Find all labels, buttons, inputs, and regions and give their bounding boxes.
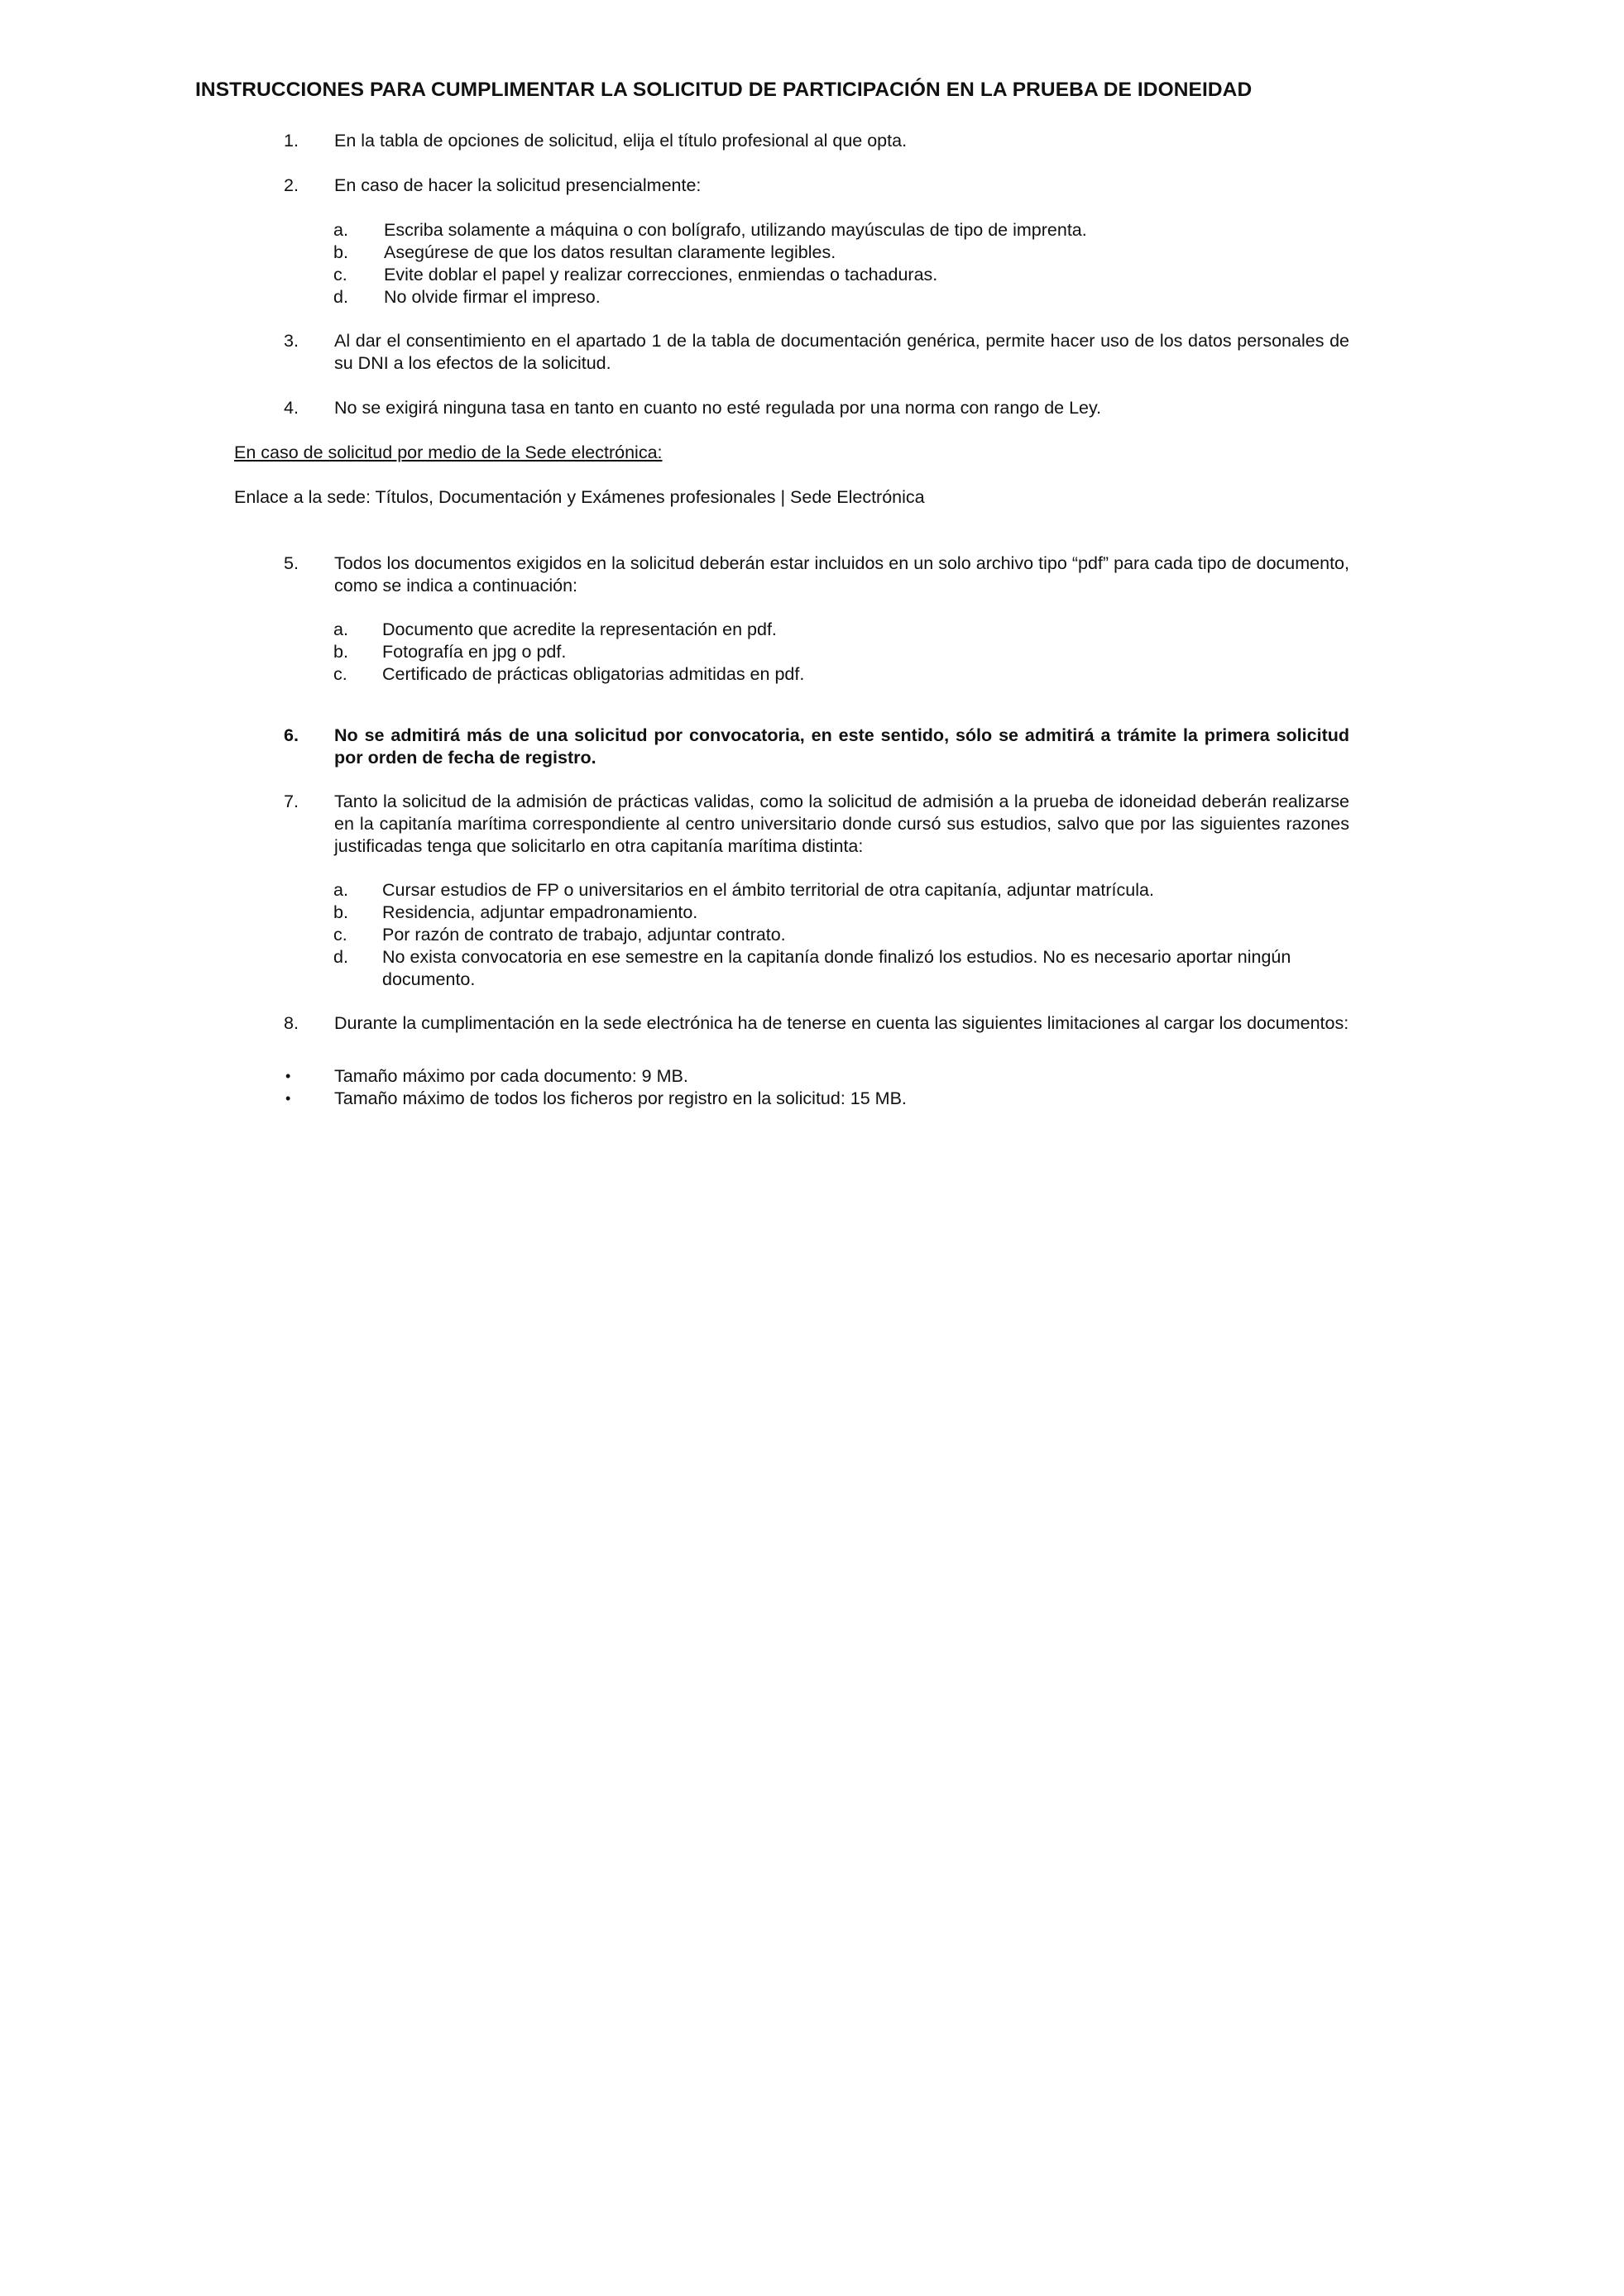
- sub-text: Fotografía en jpg o pdf.: [382, 642, 567, 662]
- sub-text: Asegúrese de que los datos resultan claramente legibles.: [384, 242, 836, 262]
- sede-link-text: Enlace a la sede: Títulos, Documentación y Exámenes profesionales | Sede Electrónica: [234, 487, 925, 507]
- list-item-7: [284, 791, 1349, 858]
- list-item-6: [284, 725, 1349, 769]
- sublist-row: [333, 242, 1349, 264]
- item-text: En la tabla de opciones de solicitud, elija el título profesional al que opta.: [334, 131, 908, 151]
- sublist-item-7: [333, 879, 1349, 991]
- limits-bullet-list: [284, 1065, 1349, 1110]
- item-number: 3.: [284, 331, 299, 351]
- item-number: 7.: [284, 792, 299, 811]
- sub-letter: c.: [333, 925, 347, 945]
- bullet-item: [284, 1088, 1349, 1110]
- sublist-row: [333, 663, 1349, 686]
- sub-text: Por razón de contrato de trabajo, adjuntar contrato.: [382, 925, 786, 945]
- list-item-4: [284, 397, 1349, 419]
- sub-text: Certificado de prácticas obligatorias admitidas en pdf.: [382, 664, 805, 684]
- item-text: Tanto la solicitud de la admisión de prácticas validas, como la solicitud de admisión a la prueba de idoneidad deberán realizarse en la capitanía marítima correspondiente al centro universitario donde cursó sus estudios, salvo que por las siguientes razones justificadas tenga que solicitarlo en otra capitanía marítima distinta:: [334, 792, 1349, 856]
- list-item-8: [284, 1012, 1349, 1035]
- list-item-2: [284, 175, 1349, 197]
- item-number: 5.: [284, 553, 299, 573]
- sublist-row: [333, 286, 1349, 309]
- sublist-row: [333, 641, 1349, 663]
- page-title: INSTRUCCIONES PARA CUMPLIMENTAR LA SOLICITUD DE PARTICIPACIÓN EN LA PRUEBA DE IDONEIDAD: [195, 79, 1253, 101]
- sub-text: Evite doblar el papel y realizar correcciones, enmiendas o tachaduras.: [384, 265, 938, 285]
- bullet-item: [284, 1065, 1349, 1088]
- list-item-1: [284, 130, 1349, 152]
- sublist-row: [333, 902, 1349, 924]
- bullet-icon: •: [285, 1090, 291, 1107]
- item-number: 1.: [284, 131, 299, 151]
- item-text: Todos los documentos exigidos en la solicitud deberán estar incluidos en un solo archivo tipo “pdf” para cada tipo de documento, como se indica a continuación:: [334, 553, 1349, 596]
- sublist-row: [333, 619, 1349, 641]
- sub-text: Documento que acredite la representación en pdf.: [382, 619, 777, 639]
- sublist-item-2: [333, 219, 1349, 309]
- item-text: Durante la cumplimentación en la sede electrónica ha de tenerse en cuenta las siguientes limitaciones al cargar los documentos:: [334, 1013, 1349, 1033]
- list-item-3: [284, 330, 1349, 375]
- item-number: 6.: [284, 725, 299, 745]
- item-number: 2.: [284, 175, 299, 195]
- sub-letter: a.: [333, 220, 348, 240]
- list-item-5: [284, 552, 1349, 597]
- sublist-row: [333, 879, 1349, 902]
- sublist-row: [333, 264, 1349, 286]
- sub-letter: c.: [333, 664, 347, 684]
- sublist-item-5: [333, 619, 1349, 686]
- sublist-row: [333, 219, 1349, 242]
- sub-letter: b.: [333, 902, 348, 922]
- sub-letter: a.: [333, 619, 348, 639]
- bullet-icon: •: [285, 1068, 291, 1084]
- item-text: Al dar el consentimiento en el apartado 1 de la tabla de documentación genérica, permite hacer uso de los datos personales de su DNI a los efectos de la solicitud.: [334, 331, 1349, 373]
- item-text: En caso de hacer la solicitud presencialmente:: [334, 175, 702, 195]
- sublist-row: [333, 924, 1349, 946]
- sub-letter: b.: [333, 642, 348, 662]
- sub-text: No olvide firmar el impreso.: [384, 287, 601, 307]
- sub-text: Residencia, adjuntar empadronamiento.: [382, 902, 698, 922]
- sub-letter: d.: [333, 287, 348, 307]
- item-text: No se exigirá ninguna tasa en tanto en cuanto no esté regulada por una norma con rango de Ley.: [334, 398, 1102, 418]
- item-number: 8.: [284, 1013, 299, 1033]
- bullet-text: Tamaño máximo por cada documento: 9 MB.: [334, 1066, 688, 1086]
- sub-text: Escriba solamente a máquina o con bolígrafo, utilizando mayúsculas de tipo de imprenta.: [384, 220, 1087, 240]
- sub-letter: a.: [333, 880, 348, 900]
- sede-heading: En caso de solicitud por medio de la Sede electrónica:: [234, 442, 663, 462]
- item-text: No se admitirá más de una solicitud por convocatoria, en este sentido, sólo se admitirá a trámite la primera solicitud por orden de fecha de registro.: [334, 725, 1349, 768]
- sub-letter: d.: [333, 947, 348, 967]
- sub-text: No exista convocatoria en ese semestre en la capitanía donde finalizó los estudios. No es necesario aportar ningún documento.: [382, 947, 1291, 989]
- sub-letter: b.: [333, 242, 348, 262]
- sub-text: Cursar estudios de FP o universitarios en el ámbito territorial de otra capitanía, adjuntar matrícula.: [382, 880, 1154, 900]
- item-number: 4.: [284, 398, 299, 418]
- sub-letter: c.: [333, 265, 347, 285]
- bullet-text: Tamaño máximo de todos los ficheros por registro en la solicitud: 15 MB.: [334, 1088, 907, 1108]
- sublist-row: [333, 946, 1349, 991]
